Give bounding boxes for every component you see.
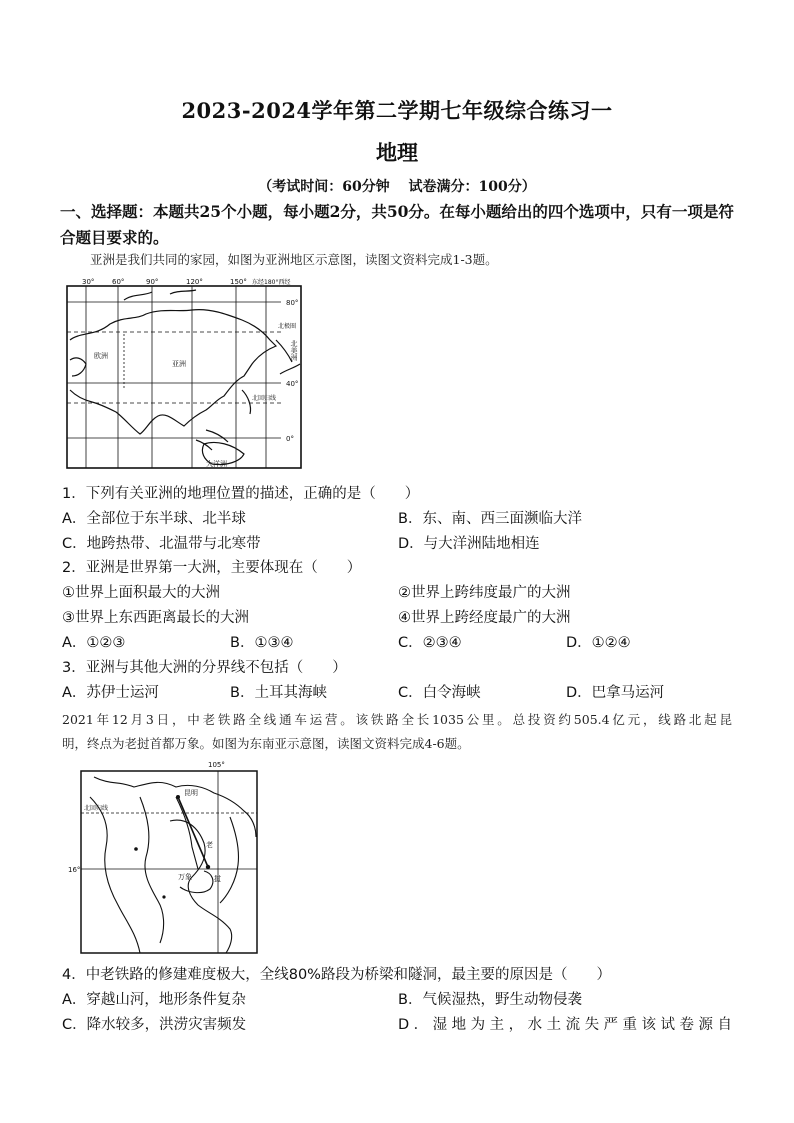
question-4-option-c[interactable]: C．降水较多，洪涝灾害频发 (62, 1017, 247, 1033)
map2-label-kunming: 昆明 (184, 789, 198, 797)
map2-label-zhua: 挝 (214, 875, 221, 883)
question-4-option-a[interactable]: A．穿越山河，地形条件复杂 (62, 992, 246, 1008)
question-2-option-b[interactable]: B．①③④ (230, 635, 294, 651)
question-2-stem: 2．亚洲是世界第一大洲，主要体现在（ ） (62, 560, 362, 576)
intro-text-2-line-2: 明，终点为老挝首都万象。如图为东南亚示意图，读图文资料完成4-6题。 (62, 736, 470, 751)
question-1-stem: 1．下列有关亚洲的地理位置的描述，正确的是（ ） (62, 486, 420, 502)
question-2-option-d[interactable]: D．①②④ (566, 635, 631, 651)
map1-lon-30: 30° (82, 278, 95, 286)
question-1-option-d[interactable]: D．与大洋洲陆地相连 (398, 536, 540, 552)
question-3-stem: 3．亚洲与其他大洲的分界线不包括（ ） (62, 660, 347, 676)
map1-label-oceania: 大洋洲 (206, 460, 227, 468)
map1-label-asia: 亚洲 (172, 360, 186, 368)
question-3-option-a[interactable]: A．苏伊士运河 (62, 685, 159, 701)
map1-label-north-america: 北美洲 (290, 340, 298, 361)
map2-label-tropic: 北回归线 (84, 805, 109, 812)
subject-title: 地理 (376, 140, 418, 165)
map1-lon-120: 120° (186, 278, 203, 286)
question-2-option-c[interactable]: C．②③④ (398, 635, 462, 651)
map1-lon-60: 60° (112, 278, 125, 286)
map2-lon-105: 105° (208, 761, 225, 769)
section-heading: 一、选择题：本题共25个小题，每小题2分，共50分。在每小题给出的四个选项中，只有一项是符合题目要求的。 (60, 202, 734, 247)
question-3-option-c[interactable]: C．白令海峡 (398, 685, 481, 701)
map1-lon-180: 东经180°西经 (252, 279, 291, 286)
question-1-option-b[interactable]: B．东、南、西三面濒临大洋 (398, 511, 582, 527)
exam-info: （考试时间：60分钟 试卷满分：100分） (258, 179, 536, 195)
question-2-option-a[interactable]: A．①②③ (62, 635, 126, 651)
map1-lon-90: 90° (146, 278, 159, 286)
intro-text-1: 亚洲是我们共同的家园，如图为亚洲地区示意图，读图文资料完成1-3题。 (90, 252, 498, 267)
map2-label-lao: 老 (206, 841, 213, 849)
question-2-statement-4: ④世界上跨经度最广的大洲 (398, 610, 571, 626)
map1-lon-150: 150° (230, 278, 247, 286)
question-1-option-c[interactable]: C．地跨热带、北温带与北寒带 (62, 536, 261, 552)
map2-label-vientiane: 万象 (178, 873, 192, 881)
map1-label-arctic: 北极圈 (278, 323, 297, 330)
question-3-option-d[interactable]: D．巴拿马运河 (566, 685, 665, 701)
map1-lat-80: 80° (286, 299, 299, 307)
map2-lat-16: 16° (68, 866, 81, 874)
exam-title: 2023-2024学年第二学期七年级综合练习一 (181, 98, 613, 123)
map1-label-tropic: 北回归线 (252, 395, 277, 402)
map1-label-europe: 欧洲 (94, 352, 108, 360)
question-4-stem: 4．中老铁路的修建难度极大，全线80%路段为桥梁和隧洞，最主要的原因是（ ） (62, 967, 611, 983)
question-2-statement-2: ②世界上跨纬度最广的大洲 (398, 585, 571, 601)
map1-lat-40: 40° (286, 380, 299, 388)
asia-map (66, 280, 302, 470)
question-3-option-b[interactable]: B．土耳其海峡 (230, 685, 327, 701)
question-4-option-b[interactable]: B．气候湿热，野生动物侵袭 (398, 992, 582, 1008)
map1-lat-0: 0° (286, 435, 294, 443)
question-2-statement-1: ①世界上面积最大的大洲 (62, 585, 220, 601)
intro-text-2-line-1: 2021年12月3日，中老铁路全线通车运营。该铁路全长1035公里。总投资约505.4亿元，线路北起昆 (62, 712, 732, 727)
southeast-asia-map (68, 757, 262, 955)
question-1-option-a[interactable]: A．全部位于东半球、北半球 (62, 511, 246, 527)
question-4-option-d[interactable]: D．湿地为主，水土流失严重该试卷源自 (398, 1017, 732, 1033)
question-2-statement-3: ③世界上东西距离最长的大洲 (62, 610, 249, 626)
